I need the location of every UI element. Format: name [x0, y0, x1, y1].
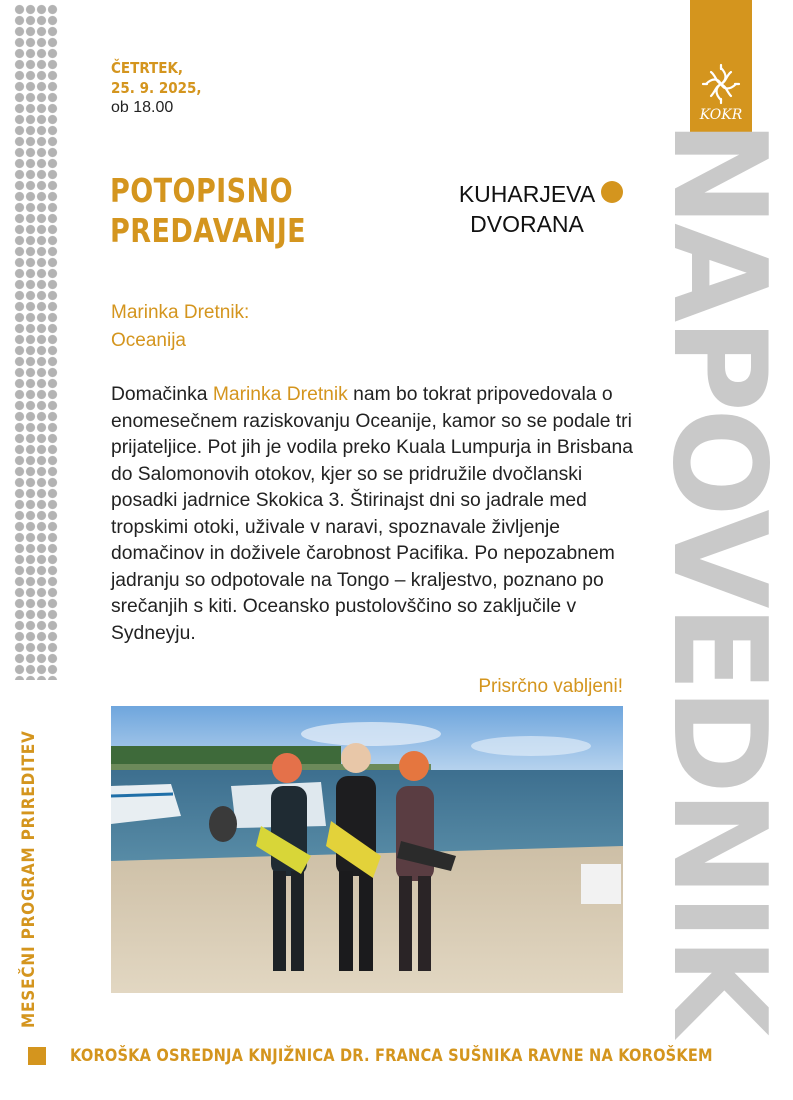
- description-highlight-name: Marinka Dretnik: [212, 384, 348, 405]
- subtitle-author: Marinka Dretnik:: [111, 302, 250, 323]
- description-prefix: Domačinka: [111, 384, 213, 405]
- footer-square-icon: [28, 1047, 46, 1065]
- event-date-value: 25. 9. 2025,: [111, 79, 202, 97]
- description-text: nam bo tokrat pripovedovala o enomesečnem raziskovanju Oceanije, kamor so se podale tri prijateljice. Pot jih je vodila preko Kuala Lumpurja in Brisbana do Salomonovih otokov, kjer so se pridružile dvočlanski posadki jadrnice Skokica 3. Štirinajst dni so jadrale med tropskimi otoki, uživale v naravi, spoznavale življenje domačinov in doživele čarobnost Pacifika. Po nepozabnem jadranju so odpotovale na Tongo – kraljestvo, poznano po srečanjih s kiti. Oceansko pustolovščino so zaključile v Sydneyju.: [111, 384, 633, 644]
- event-description: [111, 382, 641, 647]
- event-venue: [448, 179, 606, 239]
- event-time: ob 18.00: [111, 99, 174, 116]
- photo-illustration: [111, 706, 623, 993]
- venue-line2: DVORANA: [470, 211, 584, 237]
- subtitle-topic: Oceanija: [111, 330, 186, 351]
- napovednik-vertical-title: NAPOVEDNIK: [644, 120, 793, 1033]
- event-day: ČETRTEK,: [111, 59, 184, 77]
- event-title: [110, 171, 306, 251]
- venue-dot-icon: [601, 181, 623, 203]
- knot-icon: [694, 62, 748, 110]
- side-program-label: MESEČNI PROGRAM PRIREDITEV: [19, 730, 39, 1028]
- event-subtitle: [111, 299, 249, 355]
- event-photo: [111, 706, 623, 993]
- venue-line1: KUHARJEVA: [458, 181, 596, 207]
- dot-pattern-decoration: [14, 4, 58, 680]
- footer-library-name: KOROŠKA OSREDNJA KNJIŽNICA DR. FRANCA SUŠNIKA RAVNE NA KOROŠKEM: [70, 1046, 713, 1066]
- event-date: [111, 58, 202, 118]
- logo-text: KOKR: [699, 107, 743, 123]
- welcome-text: Prisrčno vabljeni!: [478, 676, 623, 697]
- event-title-line1: POTOPISNO: [110, 171, 294, 210]
- event-title-line2: PREDAVANJE: [110, 211, 307, 250]
